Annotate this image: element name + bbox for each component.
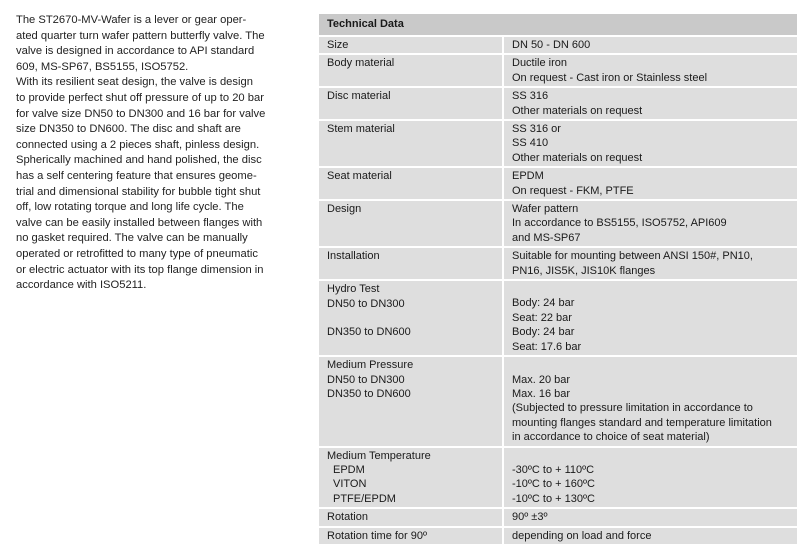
spacer	[512, 358, 789, 372]
row-value: depending on load and force	[503, 527, 797, 545]
label-line: Medium Pressure	[327, 359, 414, 372]
value-line: Seat: 22 bar	[512, 311, 572, 324]
table-row-hydro-test	[319, 280, 797, 356]
description-text	[16, 13, 298, 294]
label-line: DN350 to DN600	[327, 387, 411, 400]
spacer	[327, 311, 494, 325]
value-line: Suitable for mounting between ANSI 150#, PN10,	[512, 250, 753, 263]
table-row-stem-material	[319, 120, 797, 167]
row-label: Disc material	[319, 87, 503, 120]
row-value	[503, 247, 797, 280]
description-line: valve can be easily installed between flanges with	[16, 216, 263, 229]
value-line: Body: 24 bar	[512, 326, 575, 339]
row-value	[503, 54, 797, 87]
value-line: SS 316	[512, 90, 549, 103]
table-row-rotation	[319, 508, 797, 526]
description-line: has a self centering feature that ensures geome-	[16, 169, 257, 182]
label-line: DN350 to DN600	[327, 326, 411, 339]
description-line: size DN350 to DN600. The disc and shaft are	[16, 123, 241, 136]
row-label: Design	[319, 200, 503, 247]
row-value	[503, 280, 797, 356]
table-title: Technical Data	[319, 14, 797, 36]
table-row-installation	[319, 247, 797, 280]
product-description	[16, 13, 298, 294]
row-label	[319, 280, 503, 356]
row-value	[503, 200, 797, 247]
value-line: mounting flanges standard and temperature limitation	[512, 416, 772, 429]
technical-data-table	[319, 14, 797, 546]
value-line: -10ºC to + 160ºC	[512, 478, 595, 491]
label-line: DN50 to DN300	[327, 297, 405, 310]
value-line: Max. 20 bar	[512, 373, 571, 386]
table-row-design	[319, 200, 797, 247]
value-line: Body: 24 bar	[512, 297, 575, 310]
description-line: ated quarter turn wafer pattern butterfly valve. The	[16, 29, 265, 42]
description-line: Spherically machined and hand polished, the disc	[16, 154, 262, 167]
description-line: trial and dimensional stability for bubble tight shut	[16, 185, 261, 198]
label-line: Hydro Test	[327, 283, 380, 296]
value-line: Other materials on request	[512, 104, 643, 117]
value-line: and MS-SP67	[512, 231, 581, 244]
spacer	[512, 282, 789, 296]
table-row-medium-temperature	[319, 447, 797, 509]
row-label: Stem material	[319, 120, 503, 167]
value-line: EPDM	[512, 170, 544, 183]
row-value	[503, 87, 797, 120]
row-value	[503, 120, 797, 167]
spacer	[327, 340, 494, 354]
label-line: Medium Temperature	[327, 449, 431, 462]
description-line: or electric actuator with its top flange dimension in	[16, 263, 264, 276]
value-line: Wafer pattern	[512, 203, 579, 216]
value-line: On request - Cast iron or Stainless steel	[512, 71, 708, 84]
description-line: no gasket required. The valve can be manually	[16, 232, 248, 245]
row-label	[319, 447, 503, 509]
value-line: (Subjected to pressure limitation in accordance to	[512, 402, 753, 415]
value-line: On request - FKM, PTFE	[512, 184, 634, 197]
label-line: DN50 to DN300	[327, 373, 405, 386]
row-value	[503, 356, 797, 446]
value-line: -30ºC to + 110ºC	[512, 463, 595, 476]
description-line: 609, MS-SP67, BS5155, ISO5752.	[16, 60, 189, 73]
label-line: PTFE/EPDM	[333, 492, 396, 505]
description-line: accordance with ISO5211.	[16, 279, 147, 292]
row-value	[503, 447, 797, 509]
value-line: Seat: 17.6 bar	[512, 340, 582, 353]
table-row-body-material	[319, 54, 797, 87]
value-line: SS 316 or	[512, 123, 561, 136]
value-line: Other materials on request	[512, 151, 643, 164]
row-label: Body material	[319, 54, 503, 87]
table-row-medium-pressure	[319, 356, 797, 446]
row-label: Seat material	[319, 167, 503, 200]
value-line: In accordance to BS5155, ISO5752, API609	[512, 217, 727, 230]
row-value: 90º ±3º	[503, 508, 797, 526]
value-line: PN16, JIS5K, JIS10K flanges	[512, 264, 656, 277]
description-line: valve is designed in accordance to API standard	[16, 45, 255, 58]
row-label: Rotation	[319, 508, 503, 526]
description-line: for valve size DN50 to DN300 and 16 bar for valve	[16, 107, 266, 120]
row-label: Rotation time for 90º	[319, 527, 503, 545]
label-line: EPDM	[333, 463, 365, 476]
description-line: connected using a 2 pieces shaft, pinless design.	[16, 138, 260, 151]
table-row-disc-material	[319, 87, 797, 120]
label-line: VITON	[333, 478, 367, 491]
row-label: Installation	[319, 247, 503, 280]
value-line: Ductile iron	[512, 57, 568, 70]
description-line: to provide perfect shut off pressure of up to 20 bar	[16, 91, 264, 104]
description-line: operated or retrofitted to many type of pneumatic	[16, 247, 258, 260]
row-value: DN 50 - DN 600	[503, 36, 797, 54]
row-label: Size	[319, 36, 503, 54]
value-line: in accordance to choice of seat material)	[512, 431, 710, 444]
table-row-seat-material	[319, 167, 797, 200]
value-line: SS 410	[512, 137, 549, 150]
table-row-size	[319, 36, 797, 54]
value-line: Max. 16 bar	[512, 387, 571, 400]
description-line: The ST2670-MV-Wafer is a lever or gear oper-	[16, 14, 247, 26]
table-header-row	[319, 14, 797, 36]
description-line: With its resilient seat design, the valve is design	[16, 76, 253, 89]
value-line: -10ºC to + 130ºC	[512, 492, 595, 505]
description-line: off, low rotating torque and long life cycle. The	[16, 201, 244, 214]
spacer	[512, 449, 789, 463]
row-label	[319, 356, 503, 446]
row-value	[503, 167, 797, 200]
table-row-rotation-time	[319, 527, 797, 545]
